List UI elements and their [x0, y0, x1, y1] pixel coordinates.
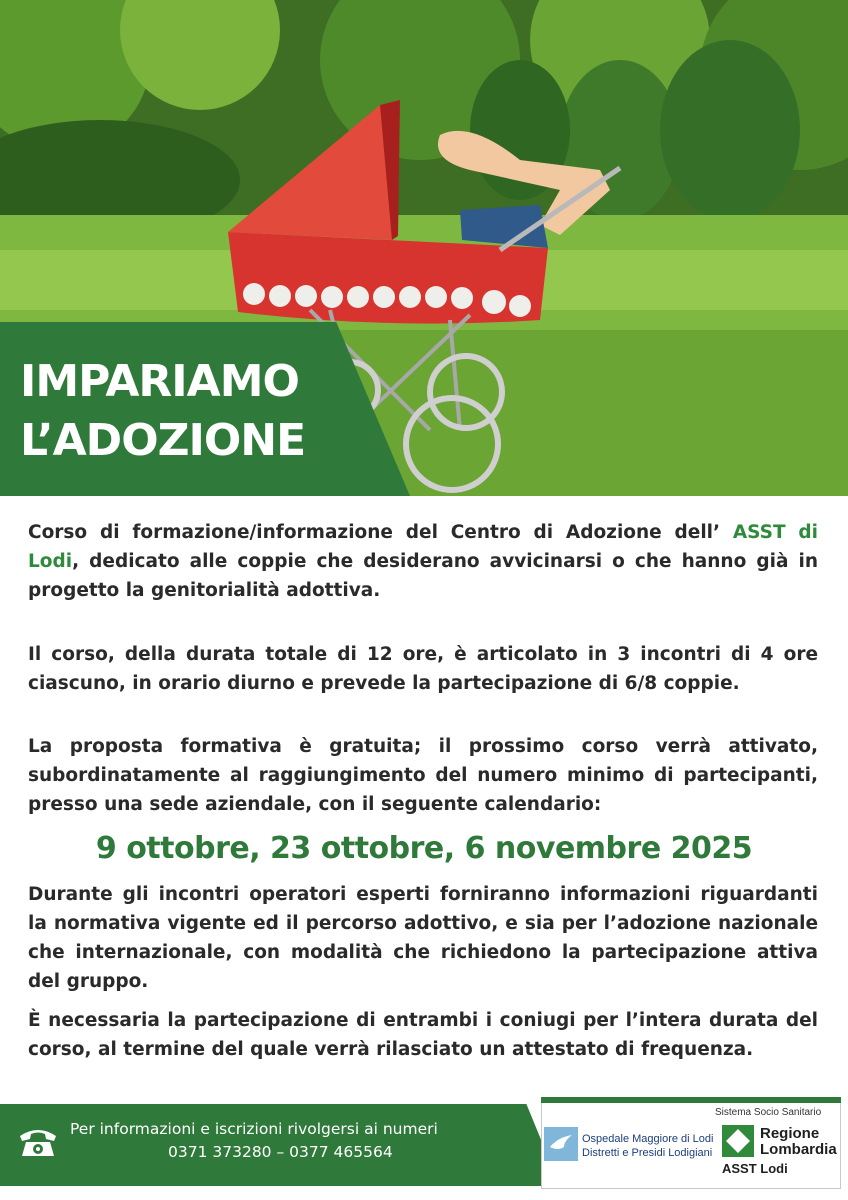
title-line-2: L’ADOZIONE — [20, 415, 306, 466]
requirement-paragraph: È necessaria la partecipazione di entrambi i coniugi per l’intera durata del corso, al termine del quale verrà rilasciato un attestato di frequenza. — [28, 1010, 818, 1060]
footer-phone-numbers[interactable]: 0371 373280 – 0377 465564 — [168, 1143, 393, 1161]
intro-paragraph — [28, 518, 818, 605]
region-name-line1: Regione — [760, 1125, 820, 1142]
intro-text-before: Corso di formazione/informazione del Centro di Adozione dell’ — [28, 522, 733, 543]
footer-info-label: Per informazioni e iscrizioni rivolgersi ai numeri — [70, 1120, 438, 1138]
title-line-1: IMPARIAMO — [20, 356, 299, 407]
system-label: Sistema Socio Sanitario — [715, 1107, 822, 1118]
proposal-paragraph: La proposta formativa è gratuita; il prossimo corso verrà attivato, subordinatamente al raggiungimento del numero minimo di partecipanti, presso una sede aziendale, con il seguente calendario: — [28, 736, 818, 815]
course-info-paragraph: Il corso, della durata totale di 12 ore, è articolato in 3 incontri di 4 ore ciascuno, in orario diurno e prevede la partecipazione di 6/8 coppie. — [28, 644, 818, 694]
during-paragraph: Durante gli incontri operatori esperti forniranno informazioni riguardanti la normativa vigente ed il percorso adottivo, e sia per l’adozione nazionale che internazionale, con modalità che richiedono la partecipazione attiva del gruppo. — [28, 884, 818, 992]
logo-top-stripe — [541, 1097, 841, 1103]
hospital-name-line1: Ospedale Maggiore di Lodi — [582, 1133, 714, 1145]
region-name-line2: Lombardia — [760, 1141, 837, 1158]
intro-highlight: ASST di Lodi — [28, 522, 819, 572]
hospital-logo-icon — [544, 1127, 578, 1161]
intro-text-after: , dedicato alle coppie che desiderano avvicinarsi o che hanno già in progetto la genitorialità adottiva. — [28, 551, 818, 601]
page-title — [20, 352, 380, 470]
asst-label: ASST Lodi — [722, 1161, 788, 1176]
hospital-name-line2: Distretti e Presidi Lodigiani — [582, 1147, 713, 1159]
course-dates: 9 ottobre, 23 ottobre, 6 novembre 2025 — [95, 831, 753, 866]
telephone-icon — [18, 1124, 58, 1160]
regione-lombardia-cross-icon — [722, 1125, 754, 1157]
